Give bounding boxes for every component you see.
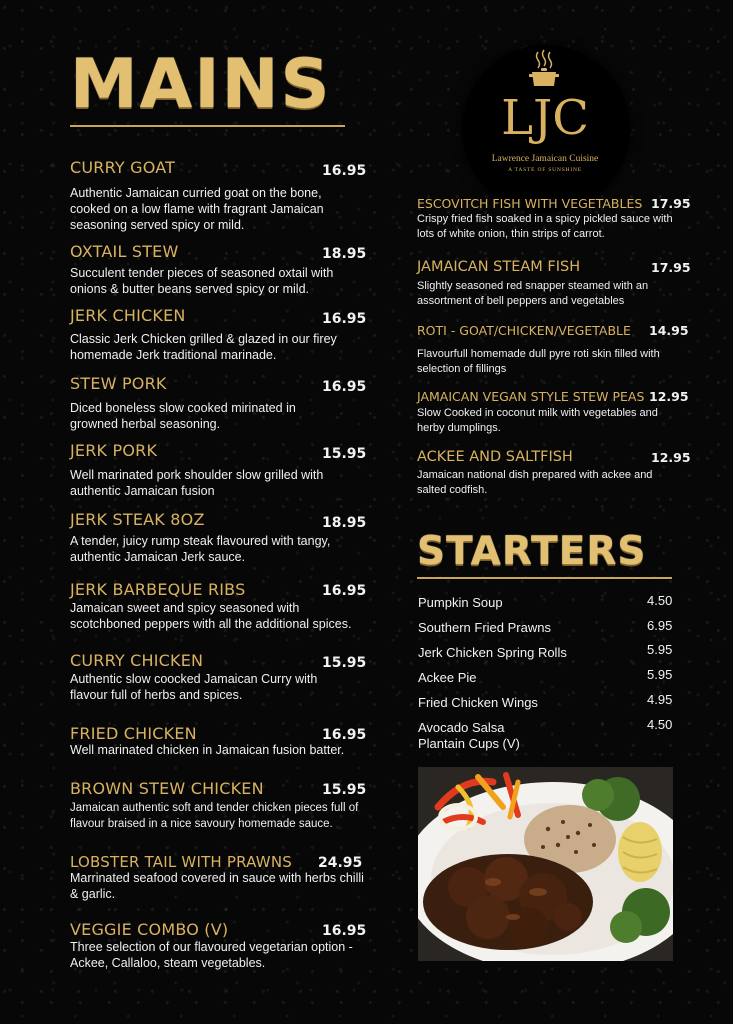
starter-price: 5.95 <box>647 642 673 657</box>
starters-divider <box>417 577 672 579</box>
item-price: 12.95 <box>651 450 691 465</box>
starter-price: 6.95 <box>647 618 673 633</box>
starter-name: Jerk Chicken Spring Rolls <box>418 645 567 660</box>
item-description: A tender, juicy rump steak flavoured with tangy, authentic Jamaican Jerk sauce. <box>70 534 331 564</box>
item-price: 16.95 <box>322 379 367 395</box>
item-price: 16.95 <box>322 163 367 179</box>
starter-price: 4.95 <box>647 692 673 707</box>
food-photo <box>418 767 673 961</box>
item-description: Flavourfull homemade dull pyre roti skin filled with selection of fillings <box>417 348 660 375</box>
item-price: 16.95 <box>322 727 367 743</box>
item-name: LOBSTER TAIL WITH PRAWNS <box>70 853 292 871</box>
item-price: 15.95 <box>322 446 367 462</box>
item-description: Well marinated chicken in Jamaican fusion batter. <box>70 743 345 757</box>
item-price: 18.95 <box>322 246 367 262</box>
item-name: ACKEE AND SALTFISH <box>417 449 573 465</box>
item-name: BROWN STEW CHICKEN <box>70 779 264 798</box>
item-name: CURRY GOAT <box>70 158 176 177</box>
starter-name: Avocado Salsa Plantain Cups (V) <box>418 720 520 751</box>
item-price: 14.95 <box>649 323 689 338</box>
item-description: Diced boneless slow cooked mirinated in growned herbal seasoning. <box>70 401 296 431</box>
item-description: Jamaican sweet and spicy seasoned with scotchboned peppers with all the additional spices. <box>70 601 352 631</box>
item-price: 18.95 <box>322 515 367 531</box>
item-price: 17.95 <box>651 196 691 211</box>
item-price: 24.95 <box>318 855 363 871</box>
starter-name: Ackee Pie <box>418 670 477 685</box>
item-price: 15.95 <box>322 782 367 798</box>
item-description: Marrinated seafood covered in sauce with herbs chilli & garlic. <box>70 871 364 901</box>
item-description: Classic Jerk Chicken grilled & glazed in our firey homemade Jerk traditional marinade. <box>70 332 337 362</box>
logo-mark: LJC <box>501 90 589 146</box>
starter-price: 4.50 <box>647 717 673 732</box>
item-description: Slow Cooked in coconut milk with vegetables and herby dumplings. <box>417 407 658 434</box>
item-description: Three selection of our flavoured vegetarian option - Ackee, Callaloo, steam vegetables. <box>70 940 353 970</box>
mains-title: MAINS <box>70 45 332 124</box>
starter-name: Fried Chicken Wings <box>418 695 538 710</box>
item-name: JERK CHICKEN <box>70 306 186 325</box>
item-description: Crispy fried fish soaked in a spicy pickled sauce with lots of white onion, thin strips of carrot. <box>417 213 673 240</box>
item-description: Jamaican national dish prepared with ackee and salted codfish. <box>417 469 653 496</box>
item-description: Authentic slow coocked Jamaican Curry with flavour full of herbs and spices. <box>70 672 318 702</box>
item-name: ROTI - GOAT/CHICKEN/VEGETABLE <box>417 323 631 338</box>
starter-name: Pumpkin Soup <box>418 595 503 610</box>
item-name: CURRY CHICKEN <box>70 651 204 670</box>
item-name: JAMAICAN STEAM FISH <box>417 259 581 275</box>
item-price: 16.95 <box>322 311 367 327</box>
item-name: VEGGIE COMBO (V) <box>70 920 229 939</box>
item-name: JAMAICAN VEGAN STYLE STEW PEAS <box>417 389 645 404</box>
starter-name: Southern Fried Prawns <box>418 620 551 635</box>
logo-name: Lawrence Jamaican Cuisine <box>491 154 599 164</box>
item-price: 12.95 <box>649 389 689 404</box>
item-name: JERK BARBEQUE RIBS <box>70 580 246 599</box>
item-description: Authentic Jamaican curried goat on the bone, cooked on a low flame with fragrant Jamaican seasoning served spicy or mild. <box>70 186 324 232</box>
item-name: FRIED CHICKEN <box>70 724 197 743</box>
item-description: Well marinated pork shoulder slow grilled with authentic Jamaican fusion <box>70 468 324 498</box>
starters-title: STARTERS <box>417 529 647 574</box>
item-price: 17.95 <box>651 260 691 275</box>
item-name: JERK STEAK 8OZ <box>70 510 205 529</box>
item-price: 16.95 <box>322 923 367 939</box>
mains-divider <box>70 125 345 127</box>
starter-price: 4.50 <box>647 593 673 608</box>
item-price: 16.95 <box>322 583 367 599</box>
item-description: Succulent tender pieces of seasoned oxtail with onions & butter beans served spicy or mild. <box>70 266 334 296</box>
item-description: Jamaican authentic soft and tender chicken pieces full of flavour braised in a nice savoury homemade sauce. <box>70 802 359 830</box>
item-name: STEW PORK <box>70 374 167 393</box>
item-name: OXTAIL STEW <box>70 242 179 261</box>
item-name: ESCOVITCH FISH WITH VEGETABLES <box>417 196 643 211</box>
starter-price: 5.95 <box>647 667 673 682</box>
item-description: Slightly seasoned red snapper steamed with an assortment of bell peppers and vegetables <box>417 280 649 307</box>
item-name: JERK PORK <box>70 441 158 460</box>
item-price: 15.95 <box>322 655 367 671</box>
cooking-pot-icon <box>527 48 561 88</box>
logo-tagline: A TASTE OF SUNSHINE <box>508 167 582 173</box>
